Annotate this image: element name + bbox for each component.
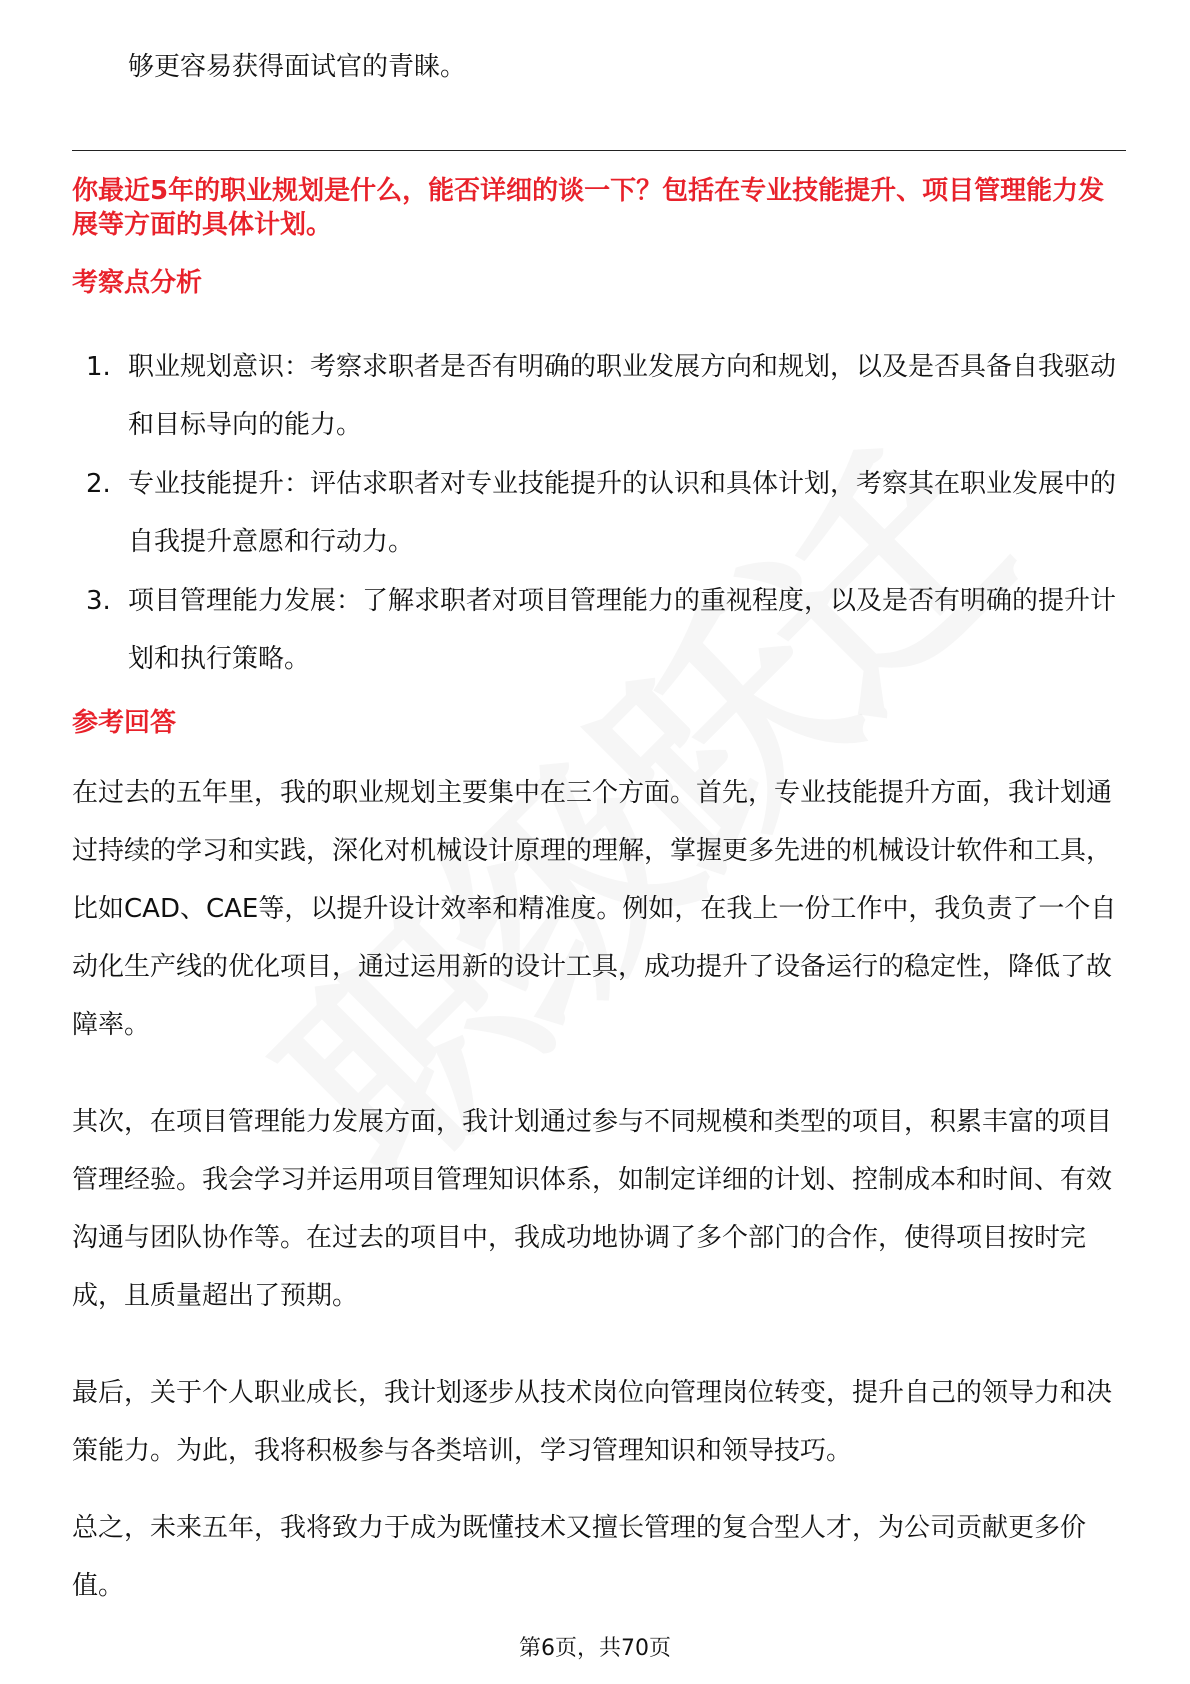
answer-paragraph: 最后，关于个人职业成长，我计划逐步从技术岗位向管理岗位转变，提升自己的领导力和决策能力。为此，我将积极参与各类培训，学习管理知识和领导技巧。 bbox=[72, 1378, 1113, 1466]
answer-paragraph: 其次，在项目管理能力发展方面，我计划通过参与不同规模和类型的项目，积累丰富的项目管理经验。我会学习并运用项目管理知识体系，如制定详细的计划、控制成本和时间、有效沟通与团队协作等。在过去的项目中，我成功地协调了多个部门的合作，使得项目按时完成，且质量超出了预期。 bbox=[72, 1107, 1113, 1311]
analysis-heading: 考察点分析 bbox=[72, 268, 203, 298]
answer-paragraph: 在过去的五年里，我的职业规划主要集中在三个方面。首先，专业技能提升方面，我计划通过持续的学习和实践，深化对机械设计原理的理解，掌握更多先进的机械设计软件和工具，比如CAD、CAE等，以提升设计效率和精准度。例如，在我上一份工作中，我负责了一个自动化生产线的优化项目，通过运用新的设计工具，成功提升了设备运行的稳定性，降低了故障率。 bbox=[72, 778, 1117, 1040]
analysis-item-number: 3. bbox=[86, 586, 111, 616]
answer-paragraph: 总之，未来五年，我将致力于成为既懂技术又擅长管理的复合型人才，为公司贡献更多价值。 bbox=[72, 1513, 1087, 1601]
analysis-item-text: 项目管理能力发展：了解求职者对项目管理能力的重视程度，以及是否有明确的提升计划和执行策略。 bbox=[128, 586, 1117, 674]
analysis-item-number: 1. bbox=[86, 352, 111, 382]
analysis-list bbox=[72, 338, 1126, 689]
analysis-item-number: 2. bbox=[86, 469, 111, 499]
analysis-item bbox=[72, 572, 1126, 688]
analysis-item-text: 职业规划意识：考察求职者是否有明确的职业发展方向和规划，以及是否具备自我驱动和目标导向的能力。 bbox=[128, 352, 1117, 440]
analysis-item bbox=[72, 338, 1126, 454]
analysis-item-text: 专业技能提升：评估求职者对专业技能提升的认识和具体计划，考察其在职业发展中的自我提升意愿和行动力。 bbox=[128, 469, 1117, 557]
continuation-text: 够更容易获得面试官的青睐。 bbox=[128, 52, 467, 82]
page-number: 第6页，共70页 bbox=[519, 1636, 671, 1661]
answer-heading: 参考回答 bbox=[72, 708, 177, 738]
section-divider bbox=[72, 150, 1126, 151]
question-heading: 你最近5年的职业规划是什么，能否详细的谈一下？包括在专业技能提升、项目管理能力发展等方面的具体计划。 bbox=[72, 176, 1105, 240]
analysis-item bbox=[72, 455, 1126, 571]
